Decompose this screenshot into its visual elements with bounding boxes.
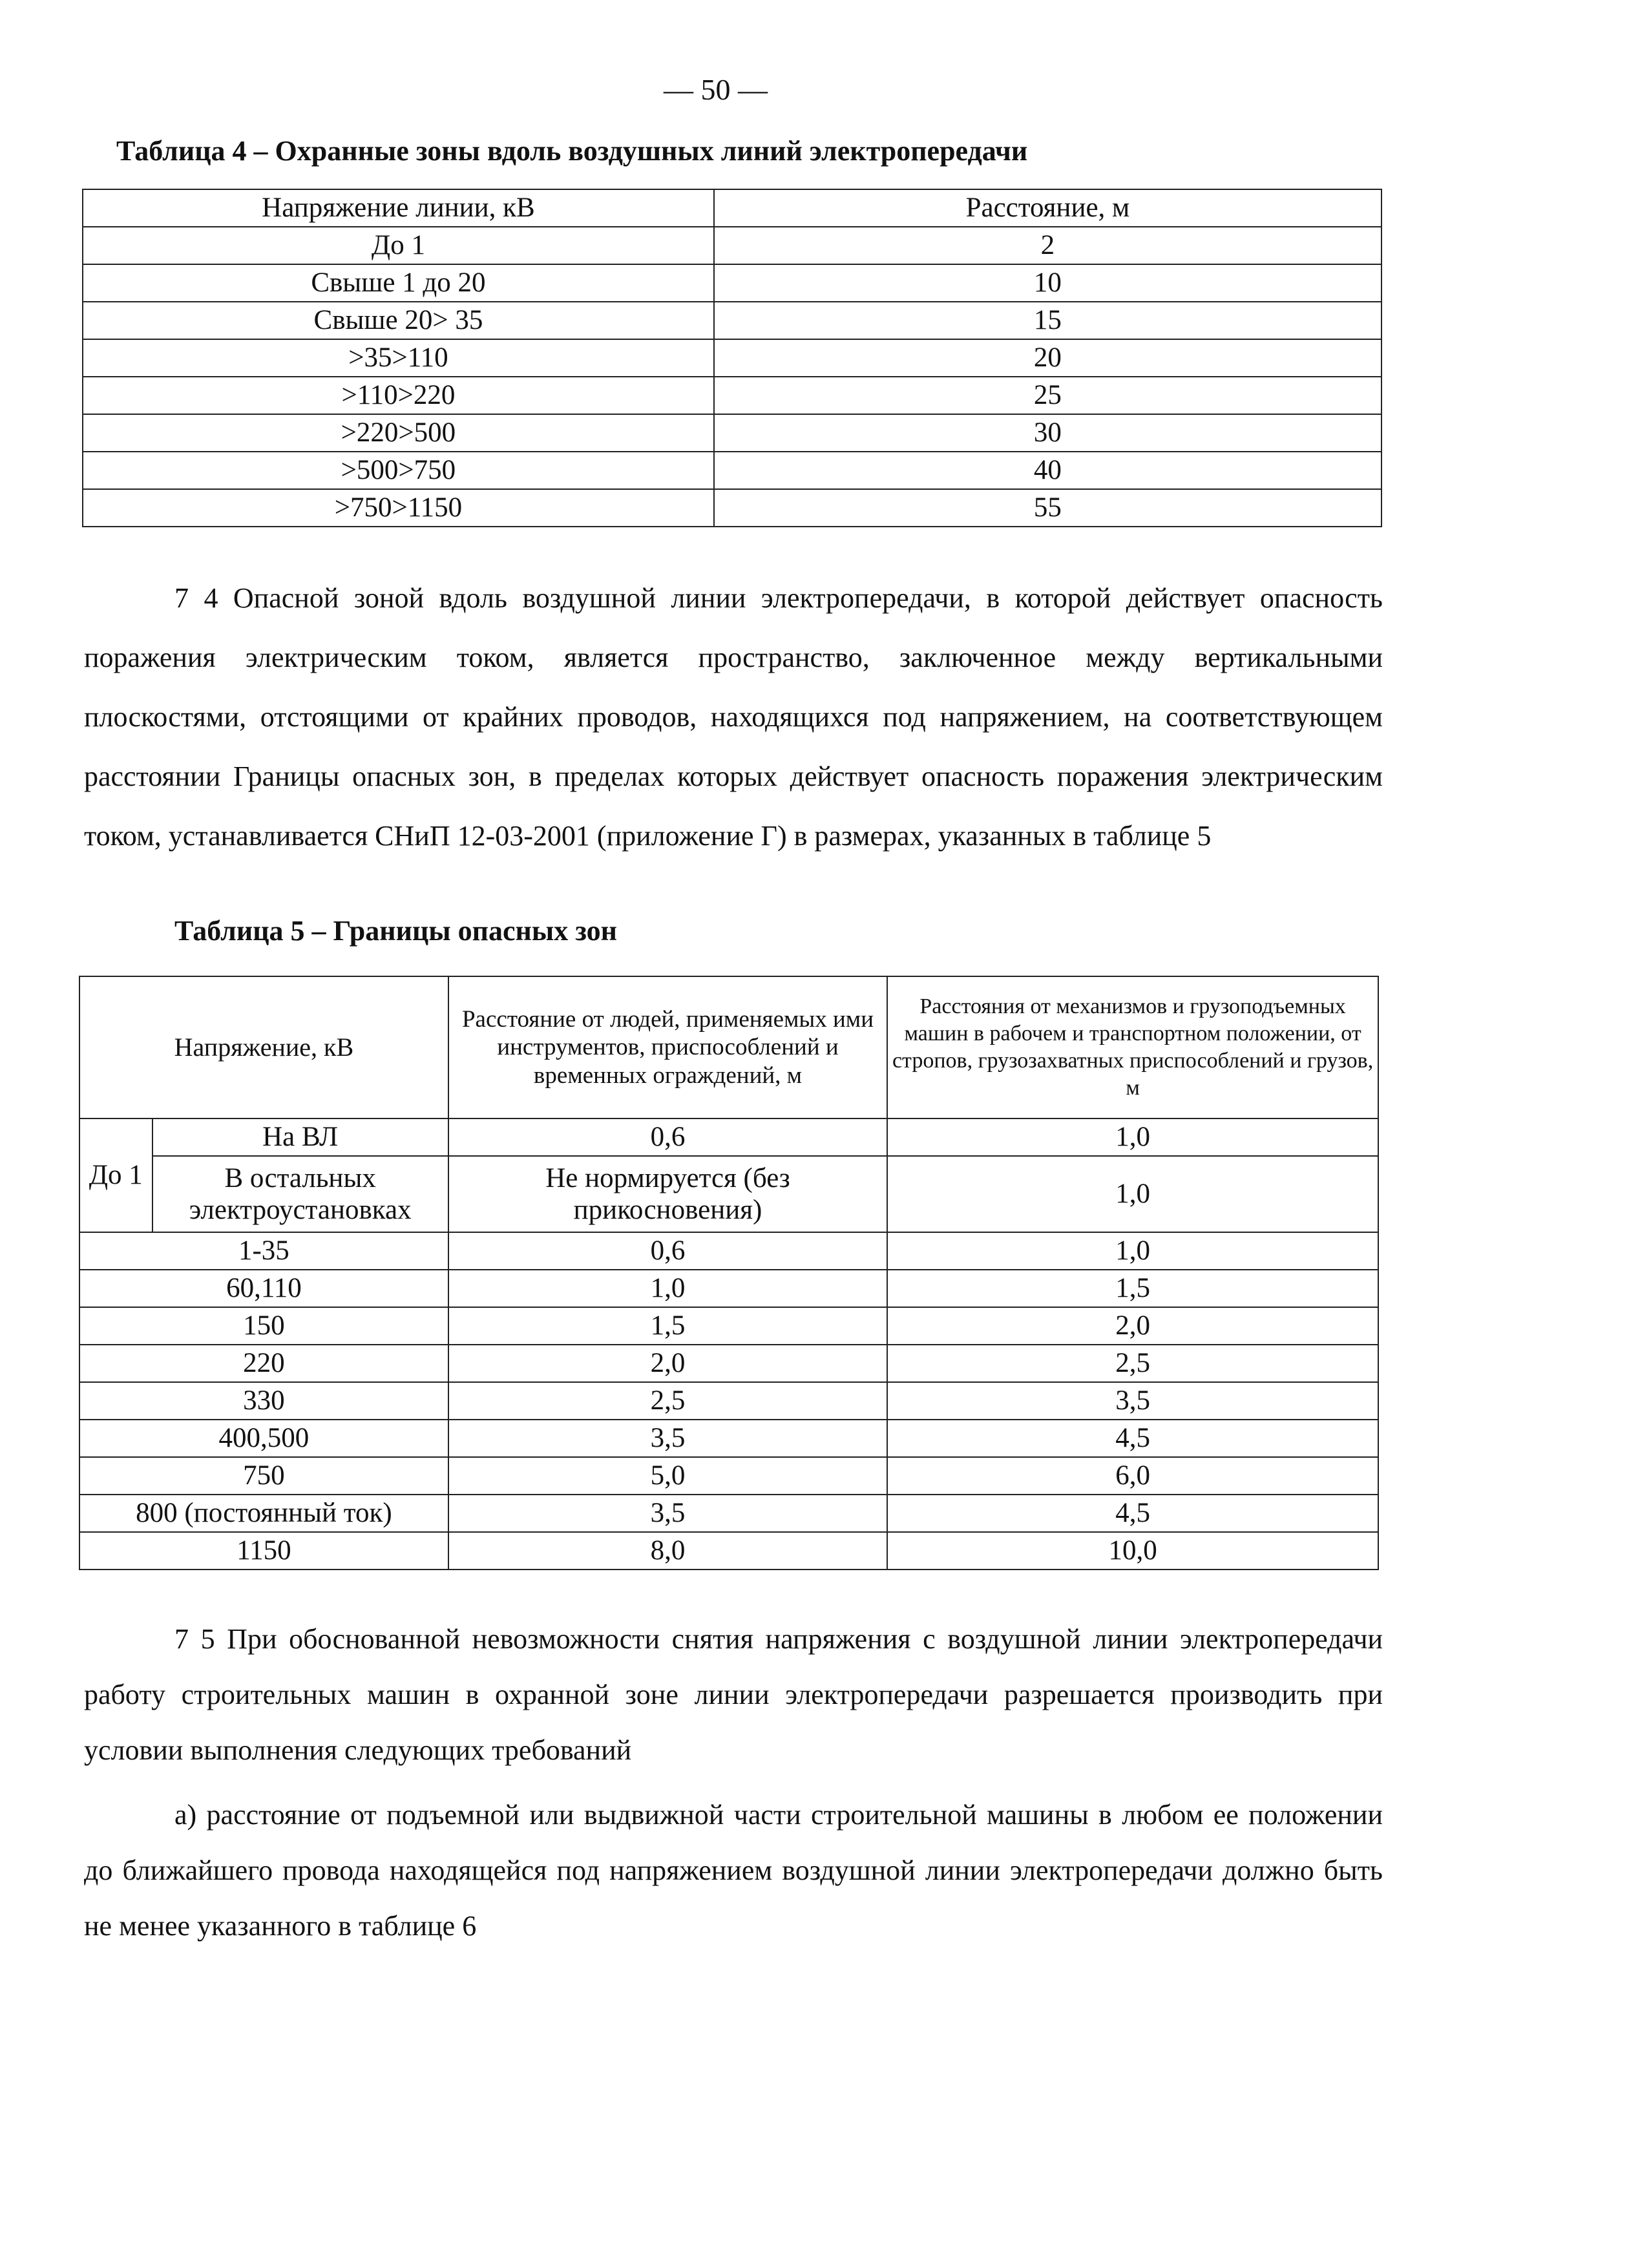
table-row [83, 452, 1381, 489]
cell-voltage: До 1 [83, 227, 714, 264]
cell-voltage: 750 [79, 1457, 448, 1495]
table-row [79, 1495, 1378, 1532]
cell-subvoltage: В остальных электроустановках [152, 1156, 448, 1232]
table-row [83, 489, 1381, 527]
table-row [79, 1382, 1378, 1420]
cell-distance-people: 2,0 [448, 1345, 887, 1382]
table-row [79, 1307, 1378, 1345]
cell-distance-mechanisms: 3,5 [887, 1382, 1378, 1420]
table-row [83, 377, 1381, 414]
cell-distance-people: 0,6 [448, 1118, 887, 1156]
cell-distance-mechanisms: 1,5 [887, 1270, 1378, 1307]
cell-distance-people: 2,5 [448, 1382, 887, 1420]
cell-distance-people: 8,0 [448, 1532, 887, 1570]
header-distance-people: Расстояние от людей, применяемых ими инструментов, приспособлений и временных ограждений, м [448, 976, 887, 1118]
table-row [83, 264, 1381, 302]
cell-voltage: 400,500 [79, 1420, 448, 1457]
cell-distance-mechanisms: 10,0 [887, 1532, 1378, 1570]
cell-distance-mechanisms: 1,0 [887, 1156, 1378, 1232]
table5-danger-zones [79, 976, 1379, 1570]
cell-voltage: Свыше 1 до 20 [83, 264, 714, 302]
paragraph-7-5: 7 5 При обоснованной невозможности снятия напряжения с воздушной линии электропередачи работу строительных машин в охранной зоне линии электропередачи разрешается производить при условии выполнения следующих требований [84, 1623, 1383, 1766]
cell-voltage: 330 [79, 1382, 448, 1420]
table-row [79, 1232, 1378, 1270]
cell-voltage: >35>110 [83, 339, 714, 377]
cell-distance: 20 [714, 339, 1381, 377]
table-row [79, 1118, 1378, 1156]
cell-distance: 55 [714, 489, 1381, 527]
cell-distance-mechanisms: 4,5 [887, 1420, 1378, 1457]
cell-voltage: >220>500 [83, 414, 714, 452]
cell-distance-people: 3,5 [448, 1495, 887, 1532]
cell-distance-people: 5,0 [448, 1457, 887, 1495]
table-row [79, 1420, 1378, 1457]
paragraph-7-4: 7 4 Опасной зоной вдоль воздушной линии электропередачи, в которой действует опасность поражения электрическим током, является пространство, заключенное между вертикальными плоскостями, отстоящими от крайних проводов, находящихся под напряжением, на соответствующем расстоянии Границы опасных зон, в пределах которых действует опасность поражения электрическим током, устанавливается СНиП 12-03-2001 (приложение Г) в размерах, указанных в таблице 5 [84, 582, 1383, 852]
cell-subvoltage: На ВЛ [152, 1118, 448, 1156]
cell-distance: 10 [714, 264, 1381, 302]
cell-distance-mechanisms: 4,5 [887, 1495, 1378, 1532]
cell-voltage: >500>750 [83, 452, 714, 489]
page-number: — 50 — [664, 73, 768, 106]
header-voltage: Напряжение, кВ [79, 976, 448, 1118]
cell-voltage: 1150 [79, 1532, 448, 1570]
table-header-row [79, 976, 1378, 1118]
cell-voltage: >110>220 [83, 377, 714, 414]
cell-voltage: >750>1150 [83, 489, 714, 527]
table-row [79, 1457, 1378, 1495]
cell-distance-mechanisms: 2,0 [887, 1307, 1378, 1345]
cell-voltage: 800 (постоянный ток) [79, 1495, 448, 1532]
cell-distance: 15 [714, 302, 1381, 339]
table4-caption: Таблица 4 – Охранные зоны вдоль воздушных линий электропередачи [116, 135, 1028, 167]
cell-distance: 25 [714, 377, 1381, 414]
cell-distance-mechanisms: 2,5 [887, 1345, 1378, 1382]
cell-distance-people: 0,6 [448, 1232, 887, 1270]
cell-distance-people: 1,5 [448, 1307, 887, 1345]
table-row [83, 302, 1381, 339]
table-row [79, 1345, 1378, 1382]
table-row [79, 1156, 1378, 1232]
cell-group-voltage: До 1 [79, 1118, 152, 1232]
cell-distance: 30 [714, 414, 1381, 452]
cell-voltage: 220 [79, 1345, 448, 1382]
cell-voltage: Свыше 20> 35 [83, 302, 714, 339]
table4-protection-zones [82, 189, 1382, 527]
cell-distance-people: 1,0 [448, 1270, 887, 1307]
table5-caption: Таблица 5 – Границы опасных зон [174, 915, 618, 947]
cell-distance: 40 [714, 452, 1381, 489]
table-row [79, 1532, 1378, 1570]
table-row [79, 1270, 1378, 1307]
cell-voltage: 1-35 [79, 1232, 448, 1270]
header-line-voltage: Напряжение линии, кВ [83, 189, 714, 227]
table-row [83, 339, 1381, 377]
table-header-row [83, 189, 1381, 227]
cell-voltage: 60,110 [79, 1270, 448, 1307]
table-row [83, 227, 1381, 264]
cell-distance-mechanisms: 1,0 [887, 1118, 1378, 1156]
cell-voltage: 150 [79, 1307, 448, 1345]
cell-distance-mechanisms: 6,0 [887, 1457, 1378, 1495]
cell-distance-people: Не нормируется (без прикосновения) [448, 1156, 887, 1232]
cell-distance: 2 [714, 227, 1381, 264]
paragraph-a: а) расстояние от подъемной или выдвижной части строительной машины в любом ее положении до ближайшего провода находящейся под напряжением воздушной линии электропередачи должно быть не менее указанного в таблице 6 [84, 1799, 1383, 1942]
header-distance-mechanisms: Расстояния от механизмов и грузоподъемных машин в рабочем и транспортном положении, от стропов, грузозахватных приспособлений и грузов, м [887, 976, 1378, 1118]
cell-distance-mechanisms: 1,0 [887, 1232, 1378, 1270]
header-distance: Расстояние, м [714, 189, 1381, 227]
table-row [83, 414, 1381, 452]
cell-distance-people: 3,5 [448, 1420, 887, 1457]
